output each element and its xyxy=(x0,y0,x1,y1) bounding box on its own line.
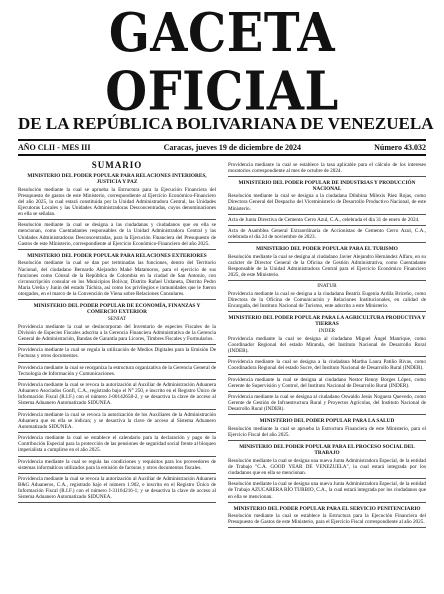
ministry-heading: MINISTERIO DEL PODER POPULAR DE INDUSTRIAS Y PRODUCCIÓN NACIONAL xyxy=(238,179,416,192)
summary-entry: Providencia mediante la cual se desincorporan del Inventario de especies Fiscales de la División de Especies Fiscales adscrita a la Gerencia Financiera Administrativa de la Gerencia General de Administración, Bandas de Garantía para Licores, Timbres Fiscales y Formularios. xyxy=(18,323,216,343)
entry-divider xyxy=(228,374,426,375)
entry-divider xyxy=(228,440,426,441)
summary-entry: Providencia mediante la cual se revoca la autorización al Auxiliar de Administración Aduanera B&G Aduaneros, C.A., registrado bajo el número 1.902, e inscrito en el Registro Único de Información Fiscal (R.I.F.) con el número J-31164216-1; y se desactiva la clave de acceso al Sistema Aduanero Automatizado SIDUNEA. xyxy=(18,475,216,501)
entry-divider xyxy=(228,527,426,528)
entry-divider xyxy=(228,414,426,415)
entry-divider xyxy=(18,379,216,380)
entry-divider xyxy=(228,225,426,226)
issue-year: AÑO CLII - MES III xyxy=(18,143,91,152)
summary-entry: Providencia mediante la cual se revoca la autorización al Auxiliar de Administración Aduanera Aduanero Asociados Gonfi, C.A., registrado bajo el N° 250, e inscrito en el Registro Único de Información Fiscal (R.I.F.) con el número J-00142658-2, y se desactiva la clave de acceso al Sistema Aduanero Automatizado SIDUNEA. xyxy=(18,381,216,407)
entry-divider xyxy=(18,456,216,457)
summary-entry: Providencia mediante la cual se reorganiza la estructura organizativa de la Gerencia General de Tecnología de Información y Comunicaciones. xyxy=(18,364,216,377)
summary-entry: Resolución mediante la cual se dan por terminadas las funciones, dentro del Territorio Nacional, del ciudadano Bernardo Alejandro Mahé Matamoros, para el ejercicio de sus funciones como Cónsul de la República de Colombia en la ciudad de San Antonio, con circunscripción consular en los Municipios Bolívar, Distrito Rafael Urdaneta, Distrito Pedro María Ureña y Junín del estado Táchira, así como los privilegios e inmunidades que le fueron otorgados, en el marco de la Convención de Viena sobre Relaciones Consulares. xyxy=(18,260,216,298)
entry-divider xyxy=(18,249,216,250)
ministry-heading: MINISTERIO DEL PODER POPULAR PARA EL SERVICIO PENITENCIARIO xyxy=(233,505,421,512)
entry-divider xyxy=(228,356,426,357)
summary-entry: Providencia mediante la cual se regula la utilización de Medios Digitales para la Emisión De Facturas y otros documentos. xyxy=(18,347,216,360)
summary-entry: Resolución mediante la cual se aprueba la Estructura para la Ejecución Financiera del Presupuesto de gastos de este Ministerio, correspondiente al Ejercicio Económico-Financiero del año 2025, la cual estará constituida por la Unidad Administradora Central, las Unidades Ejecutoras Locales y las Unidades Administradoras Desconcentradas, cuyos denominaciones en ella se señalan. xyxy=(18,186,216,218)
summary-column-left xyxy=(18,160,216,530)
gazette-subtitle: DE LA REPÚBLICA BOLIVARIANA DE VENEZUELA xyxy=(18,114,434,133)
summary-entry: Acta de Junta Directiva de Cemento Cerro Azul, C.A., celebrada el día 31 de enero de 2024. xyxy=(228,216,420,223)
summary-column-right xyxy=(228,160,426,530)
ministry-heading: MINISTERIO DEL PODER POPULAR PARA LA AGRICULTURA PRODUCTIVA Y TIERRAS xyxy=(228,315,426,328)
summary-entry: Providencia mediante la cual se establece la tasa aplicable para el cálculo de los intereses moratorios correspondiente al mes de octubre de 2024. xyxy=(228,161,426,174)
summary-entry: Providencia mediante la cual se revoca la autorización de los Auxiliares de la Administración Aduanera que en ella se indican; y se desactiva la clave de acceso al Sistema Aduanero Automatizado SIDUNEA. xyxy=(18,411,216,430)
ministry-heading: MINISTERIO DEL PODER POPULAR PARA RELACIONES INTERIORES, JUSTICIA Y PAZ xyxy=(27,173,207,185)
entry-divider xyxy=(228,214,426,215)
issue-info-bar xyxy=(18,139,426,156)
agency-subheading: SENIAT xyxy=(107,316,127,323)
issue-number: Número 43.032 xyxy=(374,143,426,152)
summary-entry: Providencia mediante la cual se regula las condiciones y requisitos para los proveedores de sistemas informáticos utilizados para la emisión de facturas y otros documentos fiscales. xyxy=(18,458,216,471)
entry-divider xyxy=(228,502,426,503)
masthead xyxy=(18,0,434,133)
ministry-heading: MINISTERIO DEL PODER POPULAR DE ECONOMÍA, FINANZAS Y COMERCIO EXTERIOR xyxy=(33,303,201,316)
entry-divider xyxy=(228,176,426,177)
entry-divider xyxy=(228,311,426,312)
entry-divider xyxy=(18,219,216,220)
summary-entry: Resolución mediante la cual se establece la Estructura para la Ejecución Financiera del Presupuesto de Gastos de este Ministerio, para el Ejercicio Fiscal correspondiente al año 2025. xyxy=(228,513,426,526)
entry-divider xyxy=(18,409,216,410)
summary-entry: Providencia mediante la cual se designa a la ciudadana Martha Laura Patiño Rivas, como Coordinadora Regional del estado Sucre, del Instituto Nacional de Desarrollo Rural (INDER). xyxy=(228,359,426,372)
entry-divider xyxy=(18,344,216,345)
entry-divider xyxy=(18,432,216,433)
entry-divider xyxy=(228,478,426,479)
summary-columns xyxy=(18,160,426,530)
summary-entry: Providencia mediante la cual se designa al ciudadano Oswaldo Jesús Noguera Quevedo, como Gerente de Gestión de Infraestructura Rural y Proyectos Agrícolas, del Instituto Nacional de Desarrollo Rural (INDER). xyxy=(228,393,426,413)
gazette-title: GACETA OFICIAL xyxy=(105,1,339,123)
summary-entry: Resolución mediante la cual se designa a las ciudadanas y ciudadanos que en ella se mencionan, como Cuentadantes responsables de la Unidad Administradora Central y las Unidades Administradoras Desconcentradas, para la Ejecución Financiera del Presupuesto de Gastos de este Ministerio, correspondiente al Ejercicio Económico-Financiero del año 2025. xyxy=(18,222,216,247)
issue-date: Caracas, jueves 19 de diciembre de 2024 xyxy=(163,143,301,152)
agency-subheading: INDER xyxy=(318,328,336,335)
summary-entry: Resolución mediante la cual se designa una nueva Junta Administradora Especial, de la entidad de Trabajo "C.A. GOOD YEAR DE VENEZUELA", la cual estará integrada por los ciudadanos que en ella se mencionan. xyxy=(228,457,426,477)
entry-divider xyxy=(18,362,216,363)
summary-entry: Providencia mediante la cual se establece el calendario para la declaración y pago de la Contribución Especial para la protección de las pensiones de seguridad social frente al bloqueo imperialista a cumplirse en el año 2025. xyxy=(18,435,216,454)
entry-divider xyxy=(18,502,216,503)
summary-entry: Resolución mediante la cual se designa a la ciudadana Dilubina Milexis Páez Rojas, como Directora General del Despacho del Viceministerio de Desarrollo Productivo Nacional, de este Ministerio. xyxy=(228,193,426,212)
entry-divider xyxy=(18,473,216,474)
entry-divider xyxy=(228,391,426,392)
entry-divider xyxy=(228,280,426,281)
summary-entry: Resolución mediante la cual se designa al ciudadano Javier Alejandro Hernández Alfaro, en su carácter de Director General de la Oficina de Gestión Administrativa, como Cuentadante Responsable de la Unidad Administradora Central para el Ejercicio Económico Financiero 2025, de este Ministerio. xyxy=(228,253,426,279)
summary-entry: Providencia mediante la cual se designa al ciudadano Miguel Ángel Manrique, como Coordinador Regional del estado Miranda, del Instituto Nacional de Desarrollo Rural (INDER). xyxy=(228,335,426,355)
summary-entry: Acta de Asamblea General Extraordinaria de Accionistas de Cemento Cerro Azul, C.A., celebrada el día 24 de noviembre de 2023. xyxy=(228,227,426,241)
summary-entry: Providencia mediante la cual se designa a la ciudadana Beatriz Eugenia Ardila Briceño, como Directora de la Oficina de Comunicación y Relaciones Institucionales, en calidad de Encargada, del Instituto Nacional de Turismo, ente adscrito a este Ministerio. xyxy=(228,290,426,310)
summary-heading: SUMARIO xyxy=(91,160,143,170)
entry-divider xyxy=(228,242,426,243)
ministry-heading: MINISTERIO DEL PODER POPULAR PARA LA SALUD xyxy=(259,418,395,425)
ministry-heading: MINISTERIO DEL PODER POPULAR PARA RELACIONES EXTERIORES xyxy=(27,252,207,259)
summary-entry: Resolución mediante la cual se aprueba la Estructura Financiera de este Ministerio, para el Ejercicio Fiscal del año 2025. xyxy=(228,425,426,439)
entry-divider xyxy=(18,299,216,300)
summary-entry: Resolución mediante la cual se designa una nueva Junta Administradora Especial, de la entidad de Trabajo AZUCARERA RÍO TURBIO, C.A., la cual estará integrada por los ciudadanos que en ella se mencionan. xyxy=(228,481,426,500)
ministry-heading: MINISTERIO DEL PODER POPULAR PARA EL TURISMO xyxy=(256,246,398,253)
agency-subheading: INATUR xyxy=(317,283,337,290)
ministry-heading: MINISTERIO DEL PODER POPULAR PARA EL PROCESO SOCIAL DEL TRABAJO xyxy=(239,444,415,457)
summary-entry: Providencia mediante la cual se designa al ciudadano Nestor Renny Borges López, como Gerente de Supervisión y Control, del Instituto Nacional de Desarrollo Rural (INDER). xyxy=(228,376,426,389)
